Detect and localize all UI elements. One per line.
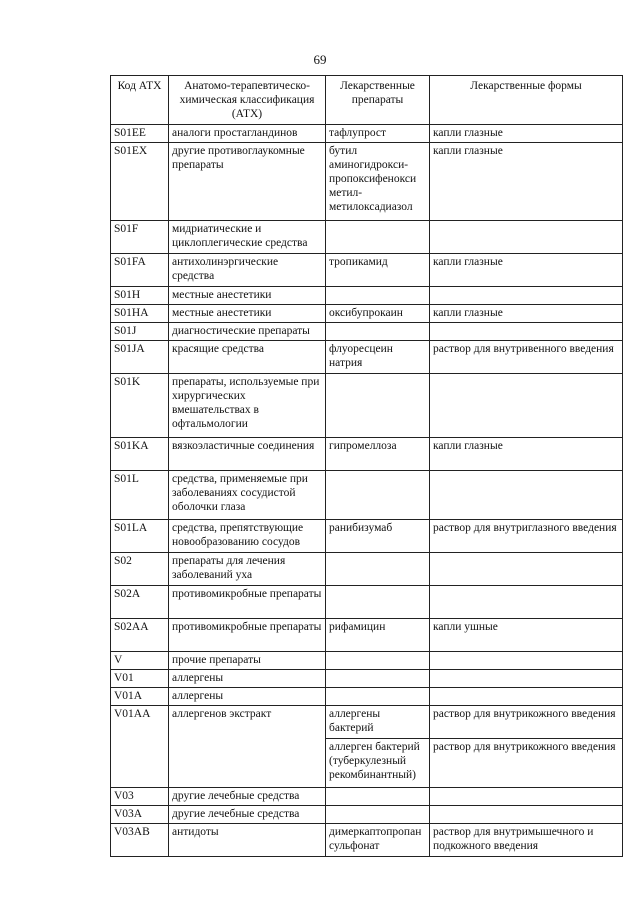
form-cell xyxy=(430,806,623,824)
table-row xyxy=(111,374,623,438)
form-cell xyxy=(430,553,623,586)
table-row xyxy=(111,305,623,323)
form-cell xyxy=(430,586,623,619)
table-row xyxy=(111,688,623,706)
table-row xyxy=(111,125,623,143)
table-row xyxy=(111,471,623,520)
drug-cell xyxy=(326,287,430,305)
atx-code-cell: S01FA xyxy=(111,254,169,287)
atx-code-cell: S01EE xyxy=(111,125,169,143)
atx-table xyxy=(110,75,623,857)
atx-code-cell: V01 xyxy=(111,670,169,688)
form-cell: капли глазные xyxy=(430,143,623,221)
form-cell xyxy=(430,652,623,670)
table-row xyxy=(111,221,623,254)
drug-cell xyxy=(326,688,430,706)
drug-cell xyxy=(326,553,430,586)
form-cell xyxy=(430,287,623,305)
drug-cell: оксибупрокаин xyxy=(326,305,430,323)
drug-cell xyxy=(326,586,430,619)
classification-cell: другие противоглаукомные препараты xyxy=(169,143,326,221)
page-number: 69 xyxy=(313,52,327,67)
classification-cell: противомикробные препараты xyxy=(169,586,326,619)
classification-cell: диагностические препараты xyxy=(169,323,326,341)
drug-cell: димеркаптопропансульфонат xyxy=(326,824,430,857)
drug-cell: ранибизумаб xyxy=(326,520,430,553)
atx-code-cell: S01KA xyxy=(111,438,169,471)
classification-cell: аллергены xyxy=(169,688,326,706)
atx-code-cell: S01H xyxy=(111,287,169,305)
form-cell: раствор для внутривенного введения xyxy=(430,341,623,374)
drug-cell xyxy=(326,471,430,520)
form-cell xyxy=(430,374,623,438)
drug-cell xyxy=(326,374,430,438)
table-row xyxy=(111,438,623,471)
header-classification: Анатомо-терапевтическо-химическая классификация (АТХ) xyxy=(169,76,326,125)
atx-code-cell: S01EX xyxy=(111,143,169,221)
drug-cell xyxy=(326,221,430,254)
table-row xyxy=(111,341,623,374)
table-header-row xyxy=(111,76,623,125)
table-row xyxy=(111,553,623,586)
drug-cell: рифамицин xyxy=(326,619,430,652)
table-row xyxy=(111,287,623,305)
atx-code-cell: V03AB xyxy=(111,824,169,857)
atx-code-cell: S02A xyxy=(111,586,169,619)
classification-cell: препараты для лечения заболеваний уха xyxy=(169,553,326,586)
form-cell xyxy=(430,323,623,341)
classification-cell: местные анестетики xyxy=(169,305,326,323)
drug-cell xyxy=(326,806,430,824)
classification-cell: вязкоэластичные соединения xyxy=(169,438,326,471)
table-row xyxy=(111,254,623,287)
classification-cell: прочие препараты xyxy=(169,652,326,670)
table-row xyxy=(111,586,623,619)
header-forms: Лекарственные формы xyxy=(430,76,623,125)
form-cell: раствор для внутриглазного введения xyxy=(430,520,623,553)
form-cell: капли ушные xyxy=(430,619,623,652)
atx-code-cell: S01F xyxy=(111,221,169,254)
drug-cell xyxy=(326,788,430,806)
table-row xyxy=(111,652,623,670)
classification-cell: антихолинэргические средства xyxy=(169,254,326,287)
atx-code-cell: S01J xyxy=(111,323,169,341)
table-row xyxy=(111,670,623,688)
drug-cell xyxy=(326,670,430,688)
table-row xyxy=(111,619,623,652)
header-drugs: Лекарственные препараты xyxy=(326,76,430,125)
table-row xyxy=(111,323,623,341)
drug-cell xyxy=(326,323,430,341)
drug-cell: флуоресцеин натрия xyxy=(326,341,430,374)
classification-cell: антидоты xyxy=(169,824,326,857)
form-cell: капли глазные xyxy=(430,438,623,471)
table-row xyxy=(111,706,623,739)
form-cell xyxy=(430,788,623,806)
atx-code-cell: V03A xyxy=(111,806,169,824)
header-atx-code: Код АТХ xyxy=(111,76,169,125)
form-cell xyxy=(430,221,623,254)
drug-cell xyxy=(326,652,430,670)
form-cell: раствор для внутрикожного введения xyxy=(430,706,623,739)
atx-code-cell: S01HA xyxy=(111,305,169,323)
atx-code-cell: S01K xyxy=(111,374,169,438)
classification-cell: средства, препятствующие новообразованию сосудов xyxy=(169,520,326,553)
classification-cell: аналоги простагландинов xyxy=(169,125,326,143)
classification-cell: другие лечебные средства xyxy=(169,806,326,824)
classification-cell: противомикробные препараты xyxy=(169,619,326,652)
atx-code-cell: S02AA xyxy=(111,619,169,652)
classification-cell: препараты, используемые при хирургических вмешательствах в офтальмологии xyxy=(169,374,326,438)
classification-cell: мидриатические и циклоплегические средства xyxy=(169,221,326,254)
drug-cell: тропикамид xyxy=(326,254,430,287)
atx-code-cell: S01JA xyxy=(111,341,169,374)
atx-code-cell: V01A xyxy=(111,688,169,706)
atx-code-cell: S01LA xyxy=(111,520,169,553)
atx-code-cell: S02 xyxy=(111,553,169,586)
form-cell: капли глазные xyxy=(430,125,623,143)
drug-cell: аллергены бактерий xyxy=(326,706,430,739)
classification-cell: другие лечебные средства xyxy=(169,788,326,806)
atx-code-cell: V01AA xyxy=(111,706,169,788)
classification-cell: местные анестетики xyxy=(169,287,326,305)
classification-cell: средства, применяемые при заболеваниях сосудистой оболочки глаза xyxy=(169,471,326,520)
drug-cell: бутил аминогидрокси-пропоксифенокси метил-метилоксадиазол xyxy=(326,143,430,221)
form-cell xyxy=(430,688,623,706)
table-row xyxy=(111,143,623,221)
form-cell: капли глазные xyxy=(430,305,623,323)
form-cell: капли глазные xyxy=(430,254,623,287)
classification-cell: красящие средства xyxy=(169,341,326,374)
form-cell: раствор для внутримышечного и подкожного введения xyxy=(430,824,623,857)
atx-code-cell: V03 xyxy=(111,788,169,806)
form-cell xyxy=(430,471,623,520)
classification-cell: аллергены xyxy=(169,670,326,688)
table-row xyxy=(111,806,623,824)
drug-cell: тафлупрост xyxy=(326,125,430,143)
table-row xyxy=(111,520,623,553)
form-cell: раствор для внутрикожного введения xyxy=(430,739,623,788)
drug-cell: гипромеллоза xyxy=(326,438,430,471)
drug-cell: аллерген бактерий (туберкулезный рекомбинантный) xyxy=(326,739,430,788)
classification-cell: аллергенов экстракт xyxy=(169,706,326,788)
atx-code-cell: S01L xyxy=(111,471,169,520)
table-row xyxy=(111,788,623,806)
table-row xyxy=(111,824,623,857)
atx-code-cell: V xyxy=(111,652,169,670)
form-cell xyxy=(430,670,623,688)
